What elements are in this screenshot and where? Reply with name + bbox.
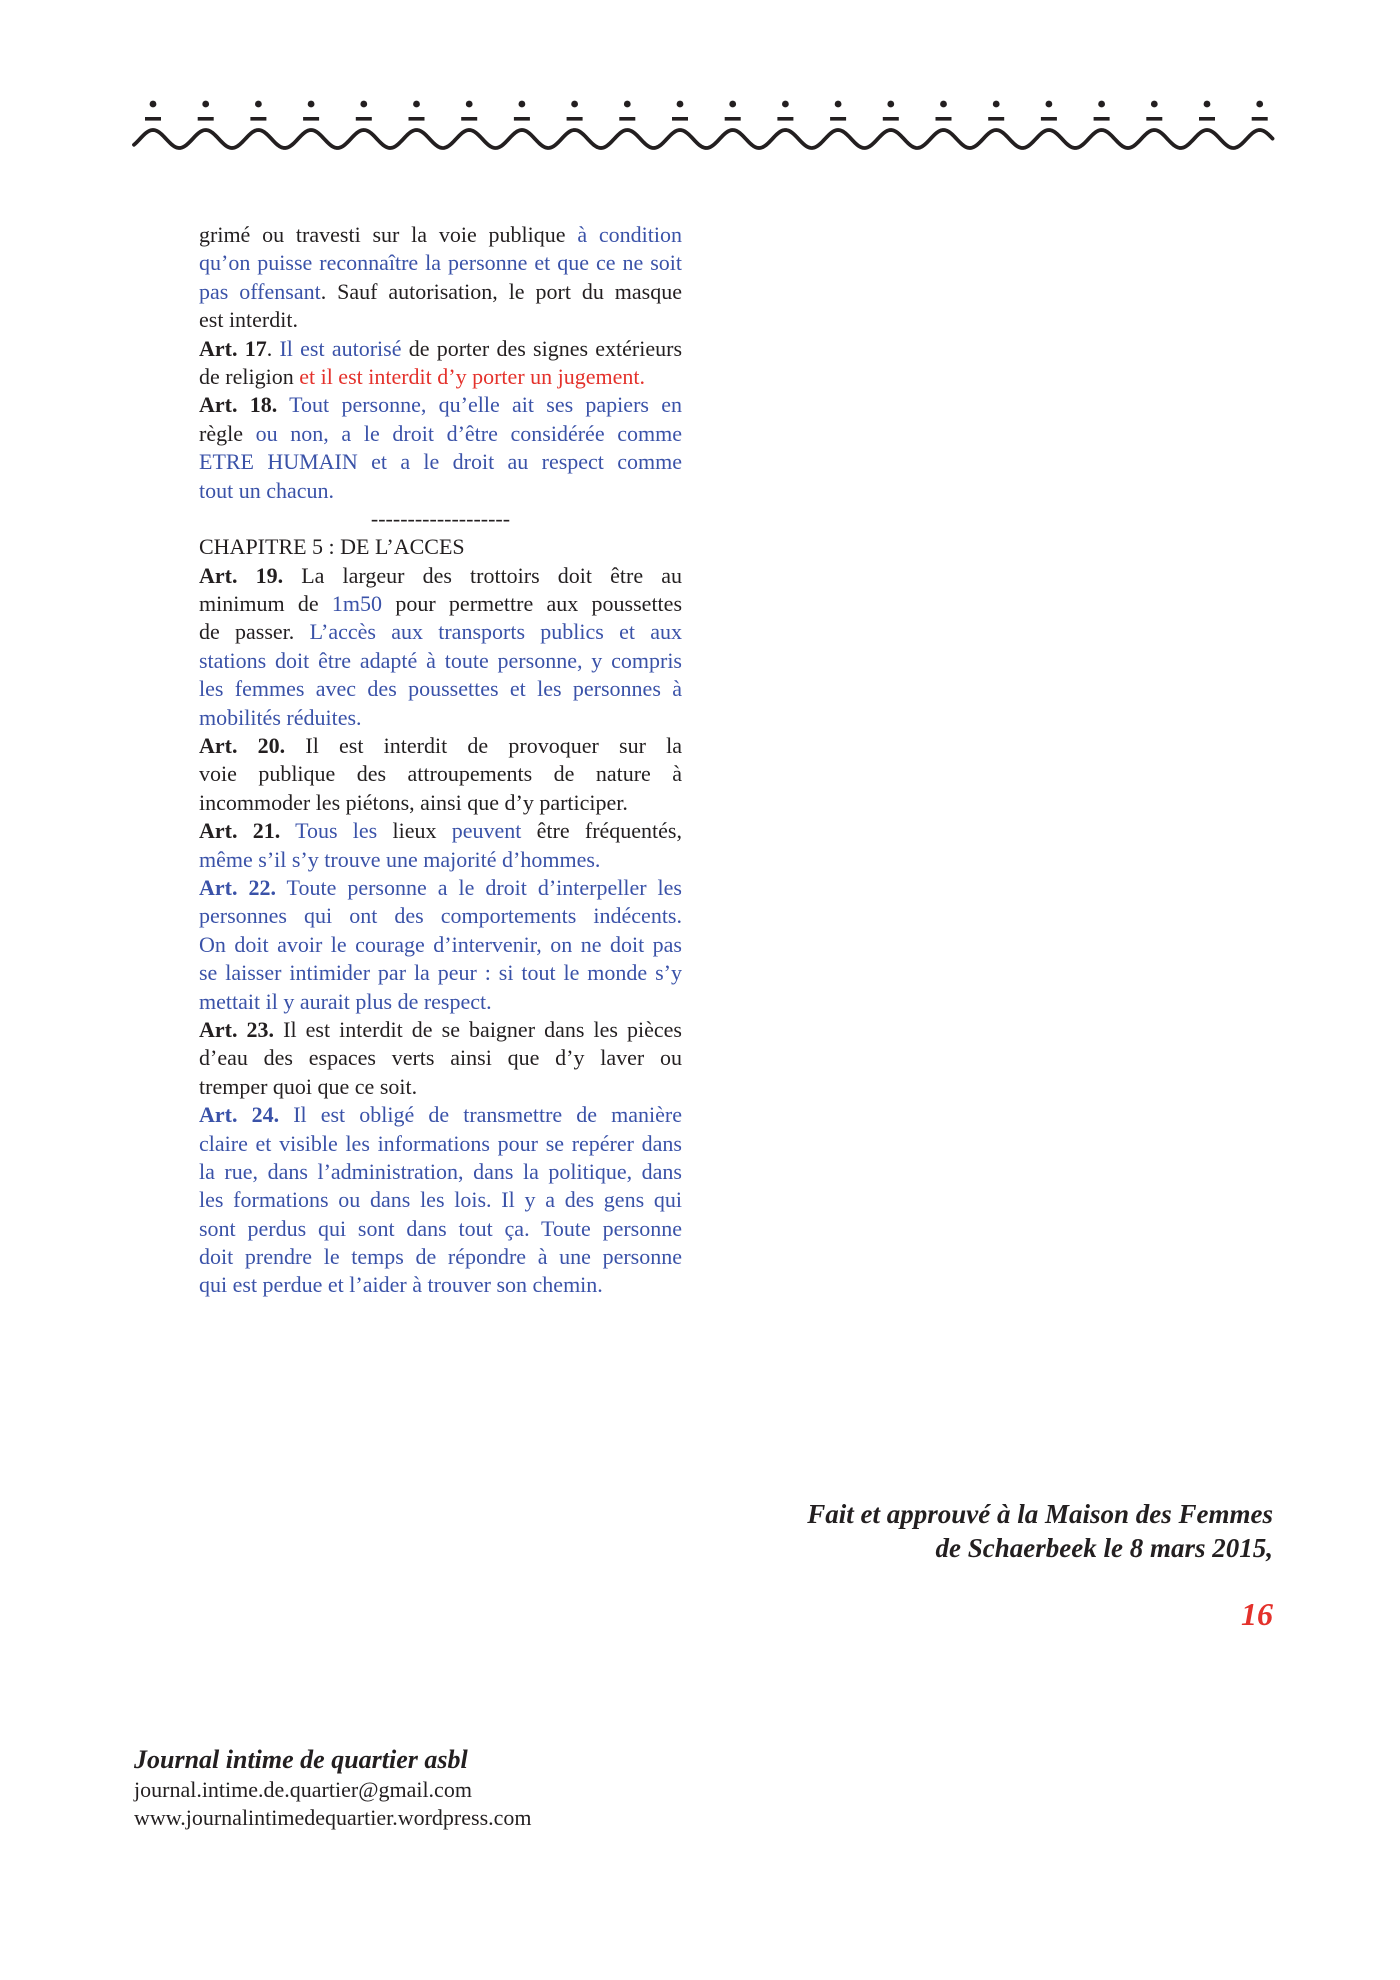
ornament-dash [725,117,741,121]
ornament-dash [303,117,319,121]
text-line [199,647,682,675]
ornament-dot [1204,101,1211,108]
text-run: grimé ou travesti sur la voie publique [199,222,578,247]
ornament-dash [619,117,635,121]
text-run: claire et visible les informations pour se repérer dans [199,1130,682,1156]
article-number: Art. 22. [199,874,276,900]
ornament-dot [677,101,684,108]
ornament-dot [1098,101,1105,108]
text-run: . Sauf autorisation, le port du masque [320,278,682,304]
ornament-dot [466,101,473,108]
signature-line: Fait et approuvé à la Maison des Femmes [807,1499,1273,1529]
ornament-dot [360,101,367,108]
text-line [199,1016,682,1044]
text-run: d’eau des espaces verts ainsi que d’y laver ou [199,1045,682,1071]
article-paragraph [199,817,682,874]
ornament-dash [461,117,477,121]
text-run: 1m50 [331,591,383,617]
article-paragraph [199,562,682,732]
ornament-dot [1256,101,1263,108]
text-run: stations doit être adapté à toute personne, y compris [199,647,682,673]
article-number: Art. 20. [199,733,286,759]
ornament-dash [1094,117,1110,121]
article-number: Art. 18. [199,392,278,418]
text-line [199,1215,682,1243]
text-line [199,1073,682,1101]
article-paragraph [199,732,682,817]
ornament-dot [413,101,420,108]
text-run: qui est perdue et l’aider à trouver son chemin. [199,1272,603,1298]
text-line [199,562,682,590]
text-line [199,391,682,419]
text-run: La largeur des trottoirs doit être au [283,562,683,588]
ornament-dot [1151,101,1158,108]
text-line [199,1186,682,1214]
text-run: être fréquentés, [521,818,682,844]
text-run: la rue, dans l’administration, dans la politique, dans [199,1158,682,1184]
article-number: Art. 24. [199,1102,280,1128]
text-line [199,789,682,817]
chapter-heading [199,533,682,561]
ornament-dot [255,101,262,108]
ornament-dash [1252,117,1268,121]
text-line [199,590,682,618]
text-line [199,335,682,363]
text-run: . [266,335,280,361]
separator-text: ------------------- [370,505,511,531]
text-line [199,704,682,732]
ornament-dash [936,117,952,121]
text-run: ETRE HUMAIN et a le droit au respect comme [199,449,682,475]
text-line [199,1158,682,1186]
text-run: lieux [377,818,452,844]
text-run: Il est autorisé [279,335,402,361]
chapter-title: CHAPITRE 5 : DE L’ACCES [199,534,465,560]
ornament-dash [409,117,425,121]
text-line [199,959,682,987]
text-run: ou non, a le droit d’être considérée comme [255,420,682,446]
text-run: les formations ou dans les lois. Il y a des gens qui [199,1187,682,1213]
text-line [199,363,682,391]
article-text-column [199,221,682,1300]
publisher-footer [134,1744,532,1832]
text-run: doit prendre le temps de répondre à une personne [199,1244,682,1270]
text-run: mettait il y aurait plus de respect. [199,988,492,1014]
text-run: Il est obligé de transmettre de manière [279,1102,683,1128]
article-number: Art. 17 [199,335,267,361]
text-line [199,732,682,760]
ornament-dot [308,101,315,108]
ornament-dot [729,101,736,108]
ornament-dash [514,117,530,121]
text-run: est interdit. [199,307,298,333]
paragraph [199,221,682,335]
text-run: Il est interdit de se baigner dans les pièces [274,1016,682,1042]
article-number: Art. 23. [199,1016,275,1042]
text-run: se laisser intimider par la peur : si tout le monde s’y [199,960,682,986]
ornament-dash [1146,117,1162,121]
ornament-dash [145,117,161,121]
ornament-dot [519,101,526,108]
text-line [199,931,682,959]
text-run: tout un chacun. [199,477,335,503]
article-number: Art. 19. [199,562,284,588]
ornament-dot [624,101,631,108]
header-ornament [0,0,1400,170]
text-run: peuvent [451,818,522,844]
ornament-dash [830,117,846,121]
text-run: personnes qui ont des comportements indécents. [199,903,682,929]
text-line [199,1130,682,1158]
publisher-email: journal.intime.de.quartier@gmail.com [134,1777,472,1802]
text-run: incommoder les piétons, ainsi que d’y participer. [199,789,628,815]
text-line [199,477,682,505]
text-run: de religion [199,363,300,389]
ornament-dot [940,101,947,108]
text-line [199,221,682,249]
text-run: même s’il s’y trouve une majorité d’hommes. [199,846,601,872]
text-run: Tout personne, qu’elle ait ses papiers en [277,392,682,418]
ornament-dash [988,117,1004,121]
text-line [199,1101,682,1129]
text-run: Toute personne a le droit d’interpeller les [275,874,682,900]
text-line [199,306,682,334]
text-line [199,448,682,476]
ornament-dot [150,101,157,108]
publisher-website: www.journalintimedequartier.wordpress.com [134,1805,532,1830]
text-line [199,760,682,788]
text-line [199,874,682,902]
ornament-dash [1041,117,1057,121]
text-run: Il est interdit de provoquer sur la [285,733,682,759]
article-paragraph [199,874,682,1016]
article-number: Art. 21. [199,818,281,844]
article-paragraph [199,1101,682,1300]
publisher-name: Journal intime de quartier asbl [134,1745,468,1774]
text-line [199,1243,682,1271]
article-paragraph [199,391,682,505]
article-paragraph [199,335,682,392]
text-run: L’accès aux transports publics et aux [309,619,683,645]
ornament-dash [567,117,583,121]
text-run: voie publique des attroupements de nature à [199,761,682,787]
text-line [199,817,682,845]
text-line [199,1271,682,1299]
ornament-dot [1046,101,1053,108]
text-line [199,675,682,703]
ornament-wave-line [134,130,1273,148]
ornament-dash [883,117,899,121]
ornament-dot [571,101,578,108]
ornament-dot [835,101,842,108]
ornament-dash [250,117,266,121]
text-run: qu’on puisse reconnaître la personne et que ce ne soit [199,250,682,276]
text-run: Tous les [280,818,378,844]
text-run: On doit avoir le courage d’intervenir, on ne doit pas [199,931,682,957]
text-line [199,846,682,874]
ornament-dash [672,117,688,121]
text-line [199,618,682,646]
text-run: pas offensant [199,278,321,304]
text-run: mobilités réduites. [199,704,362,730]
section-separator [199,505,682,533]
signature-line: de Schaerbeek le 8 mars 2015, [935,1533,1273,1563]
text-run: les femmes avec des poussettes et les personnes à [199,676,682,702]
text-run: de porter des signes extérieurs [401,335,683,361]
ornament-dot [202,101,209,108]
text-line [199,420,682,448]
text-run: règle [199,420,256,446]
text-line [199,249,682,277]
ornament-dash [356,117,372,121]
text-run: pour permettre aux poussettes [382,591,682,617]
text-line [199,988,682,1016]
ornament-dash [777,117,793,121]
text-run: tremper quoi que ce soit. [199,1073,418,1099]
ornament-dot [993,101,1000,108]
ornament-dash [1199,117,1215,121]
page-number: 16 [1241,1596,1273,1632]
ornament-dash [198,117,214,121]
text-line [199,278,682,306]
text-line [199,505,682,533]
text-line [199,533,682,561]
signature-block [807,1497,1273,1565]
ornament-dot [887,101,894,108]
text-run: sont perdus qui sont dans tout ça. Toute personne [199,1215,682,1241]
ornament-dot [782,101,789,108]
text-line [199,1044,682,1072]
text-line [199,902,682,930]
text-run: de passer. [199,619,310,645]
text-run: et il est interdit d’y porter un jugement. [299,363,646,389]
text-run: à condition [577,222,682,247]
text-run: minimum de [199,591,332,617]
article-paragraph [199,1016,682,1101]
